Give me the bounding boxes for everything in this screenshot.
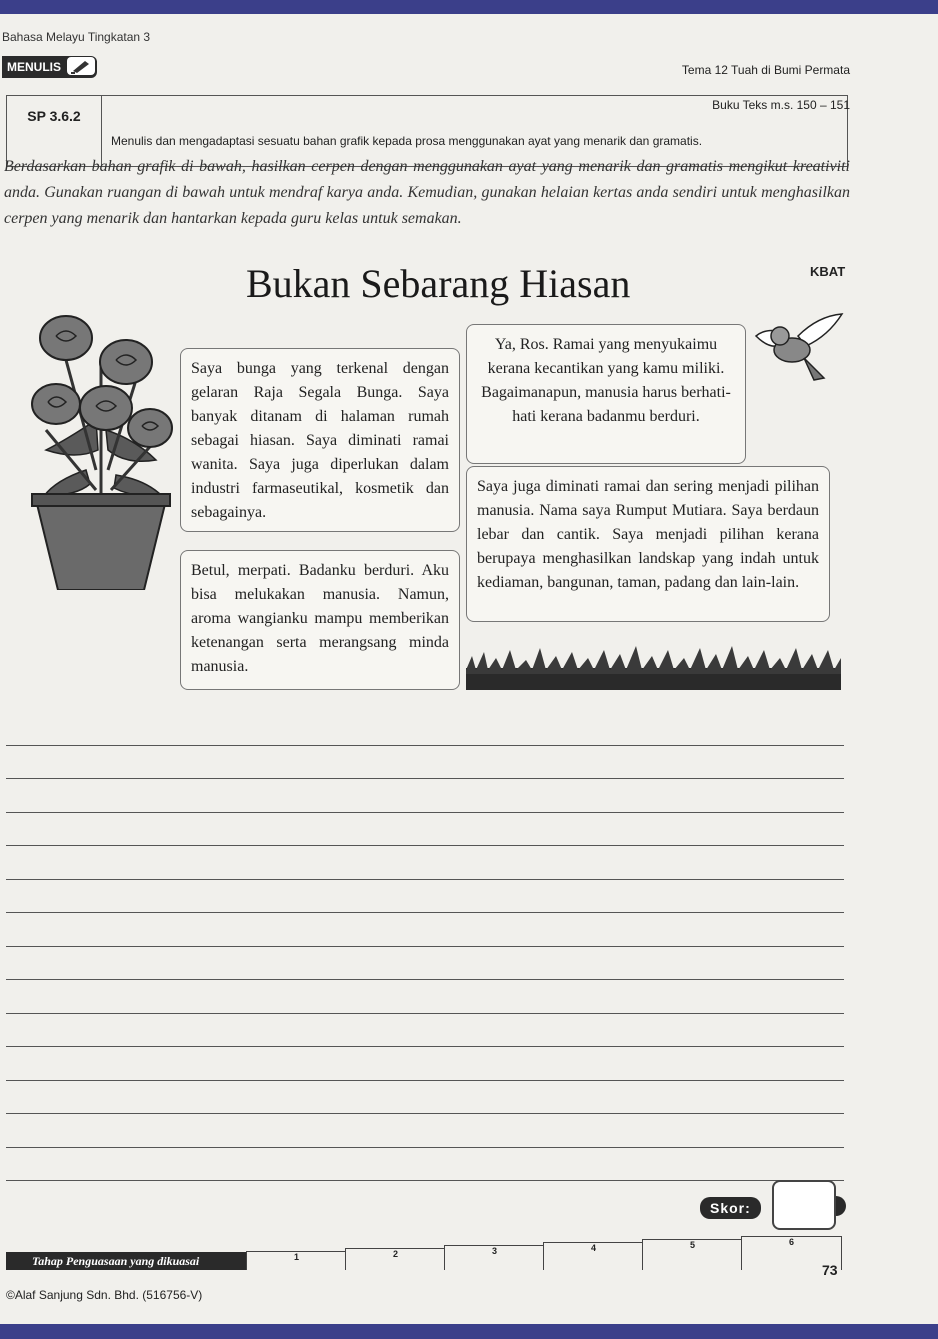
copyright-text: ©Alaf Sanjung Sdn. Bhd. (516756-V) <box>6 1288 203 1302</box>
writing-line[interactable] <box>6 1081 844 1115</box>
mastery-level-5[interactable]: 5 <box>642 1239 742 1270</box>
kbat-badge: KBAT <box>810 264 846 279</box>
page-title: Bukan Sebarang Hiasan <box>246 261 631 306</box>
mastery-level-2[interactable]: 2 <box>345 1248 445 1270</box>
grass-speech-bubble: Saya juga diminati ramai dan sering menjadi pilihan manusia. Nama saya Rumput Mutiara. Saya berdaun lebar dan cantik. Saya menjadi pilihan kerana berupaya menghasilkan landskap yang indah untuk kediaman, bangunan, taman, padang dan lain-lain. <box>466 466 830 622</box>
mastery-level-4[interactable]: 4 <box>543 1242 643 1270</box>
mastery-cells <box>246 1234 840 1270</box>
score-input-box[interactable] <box>772 1180 836 1230</box>
standard-text: Menulis dan mengadaptasi sesuatu bahan grafik kepada prosa menggunakan ayat yang menarik dan gramatis. <box>111 134 703 148</box>
mastery-level-6[interactable]: 6 <box>741 1236 842 1270</box>
pigeon-illustration <box>748 306 848 386</box>
writing-line[interactable] <box>6 813 844 847</box>
bird-speech-bubble: Ya, Ros. Ramai yang menyukaimu kerana kecantikan yang kamu miliki. Bagaimanapun, manusia harus berhati-hati kerana badanmu berduri. <box>466 324 746 464</box>
writing-line[interactable] <box>6 846 844 880</box>
worksheet-page <box>0 14 938 1324</box>
section-tag-label: MENULIS <box>7 60 61 74</box>
standard-code: SP 3.6.2 <box>7 96 102 166</box>
mastery-level-1[interactable]: 1 <box>246 1251 346 1270</box>
mastery-level-3[interactable]: 3 <box>444 1245 544 1270</box>
writing-line[interactable] <box>6 980 844 1014</box>
writing-line[interactable] <box>6 880 844 914</box>
section-tag <box>2 56 97 78</box>
writing-line[interactable] <box>6 712 844 746</box>
grass-illustration <box>466 644 841 690</box>
score-label: Skor: <box>700 1197 761 1219</box>
rose-reply-bubble: Betul, merpati. Badanku berduri. Aku bisa melukakan manusia. Namun, aroma wangianku mampu memberikan ketenangan serta merangsang minda manusia. <box>180 550 460 690</box>
mastery-label: Tahap Penguasaan yang dikuasai <box>6 1252 246 1270</box>
writing-line[interactable] <box>6 913 844 947</box>
writing-line[interactable] <box>6 1114 844 1148</box>
page-number: 73 <box>822 1262 838 1278</box>
rose-speech-bubble: Saya bunga yang terkenal dengan gelaran Raja Segala Bunga. Saya banyak ditanam di halaman rumah sebagai hiasan. Saya diminati ramai wanita. Saya juga diperlukan dalam industri farmaseutikal, kosmetik dan sebagainya. <box>180 348 460 532</box>
instruction-text: Berdasarkan bahan grafik di bawah, hasilkan cerpen dengan menggunakan ayat yang menarik dan gramatis mengikut kreativiti anda. Gunakan ruangan di bawah untuk mendraf karya anda. Kemudian, gunakan helaian kertas anda sendiri untuk menghasilkan cerpen yang menarik dan hantarkan kepada guru kelas untuk semakan. <box>4 158 850 227</box>
writing-line[interactable] <box>6 1148 844 1182</box>
subject-label: Bahasa Melayu Tingkatan 3 <box>2 30 151 44</box>
draft-writing-area[interactable] <box>6 712 844 1181</box>
writing-line[interactable] <box>6 746 844 780</box>
theme-label: Tema 12 Tuah di Bumi Permata <box>681 63 850 77</box>
writing-line[interactable] <box>6 947 844 981</box>
writing-hand-icon <box>67 57 95 75</box>
rose-pot-illustration <box>26 300 176 590</box>
writing-line[interactable] <box>6 1014 844 1048</box>
writing-line[interactable] <box>6 779 844 813</box>
textbook-ref: Buku Teks m.s. 150 – 151 <box>712 98 850 112</box>
mastery-level-bar <box>6 1234 840 1270</box>
writing-line[interactable] <box>6 1047 844 1081</box>
